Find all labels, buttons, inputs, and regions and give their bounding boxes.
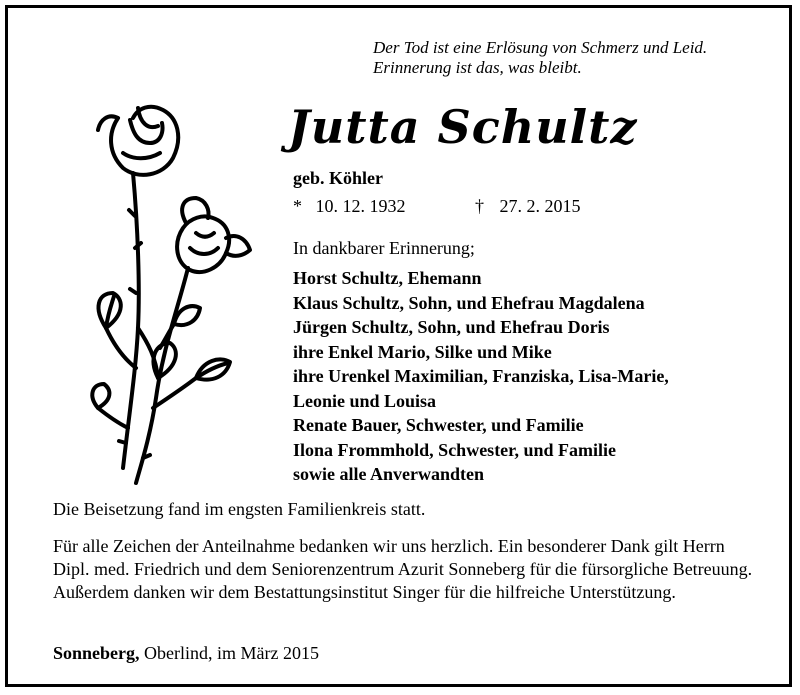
life-dates	[293, 196, 581, 217]
quote-line-2: Erinnerung ist das, was bleibt.	[373, 58, 582, 77]
place-date	[53, 643, 319, 664]
rose-illustration-icon	[78, 98, 263, 488]
mourner-line: Leonie und Louisa	[293, 390, 437, 411]
mourner-line: ihre Enkel Mario, Silke und Mike	[293, 341, 552, 362]
quote-line-1: Der Tod ist eine Erlösung von Schmerz und Leid.	[373, 38, 708, 57]
mourners-intro: In dankbarer Erinnerung;	[293, 238, 475, 258]
mourner-line: ihre Urenkel Maximilian, Franziska, Lisa-Marie,	[293, 366, 669, 386]
place-rest: Oberlind, im März 2015	[139, 643, 319, 663]
place-town: Sonneberg,	[53, 643, 140, 663]
death-date: 27. 2. 2015	[499, 196, 581, 216]
mourner-line: Ilona Frommhold, Schwester, und Familie	[293, 439, 617, 460]
mourner-line: Jürgen Schultz, Sohn, und Ehefrau Doris	[293, 317, 610, 337]
mourner-line: Klaus Schultz, Sohn, und Ehefrau Magdalena	[293, 292, 645, 313]
birth-date: 10. 12. 1932	[315, 196, 406, 216]
birth-symbol: *	[293, 196, 302, 216]
thanks-paragraph: Für alle Zeichen der Anteilnahme bedanken wir uns herzlich. Ein besonderer Dank gilt Herrn Dipl. med. Friedrich und dem Seniorenzentrum Azurit Sonneberg für die fürsorgliche Betreuung. Außerdem danken wir dem Bestattungsinstitut Singer für die hilfreiche Unterstützung.	[53, 536, 753, 602]
mourner-line: sowie alle Anverwandten	[293, 464, 484, 484]
death-symbol: †	[475, 196, 484, 216]
obituary-card	[5, 5, 792, 687]
funeral-note: Die Beisetzung fand im engsten Familienkreis statt.	[53, 499, 426, 519]
mourner-line: Horst Schultz, Ehemann	[293, 268, 482, 288]
quote	[373, 38, 783, 78]
mourner-line: Renate Bauer, Schwester, und Familie	[293, 415, 584, 435]
mourners-list	[293, 266, 669, 487]
deceased-name: Jutta Schultz	[288, 100, 638, 154]
born-name: geb. Köhler	[293, 168, 383, 188]
